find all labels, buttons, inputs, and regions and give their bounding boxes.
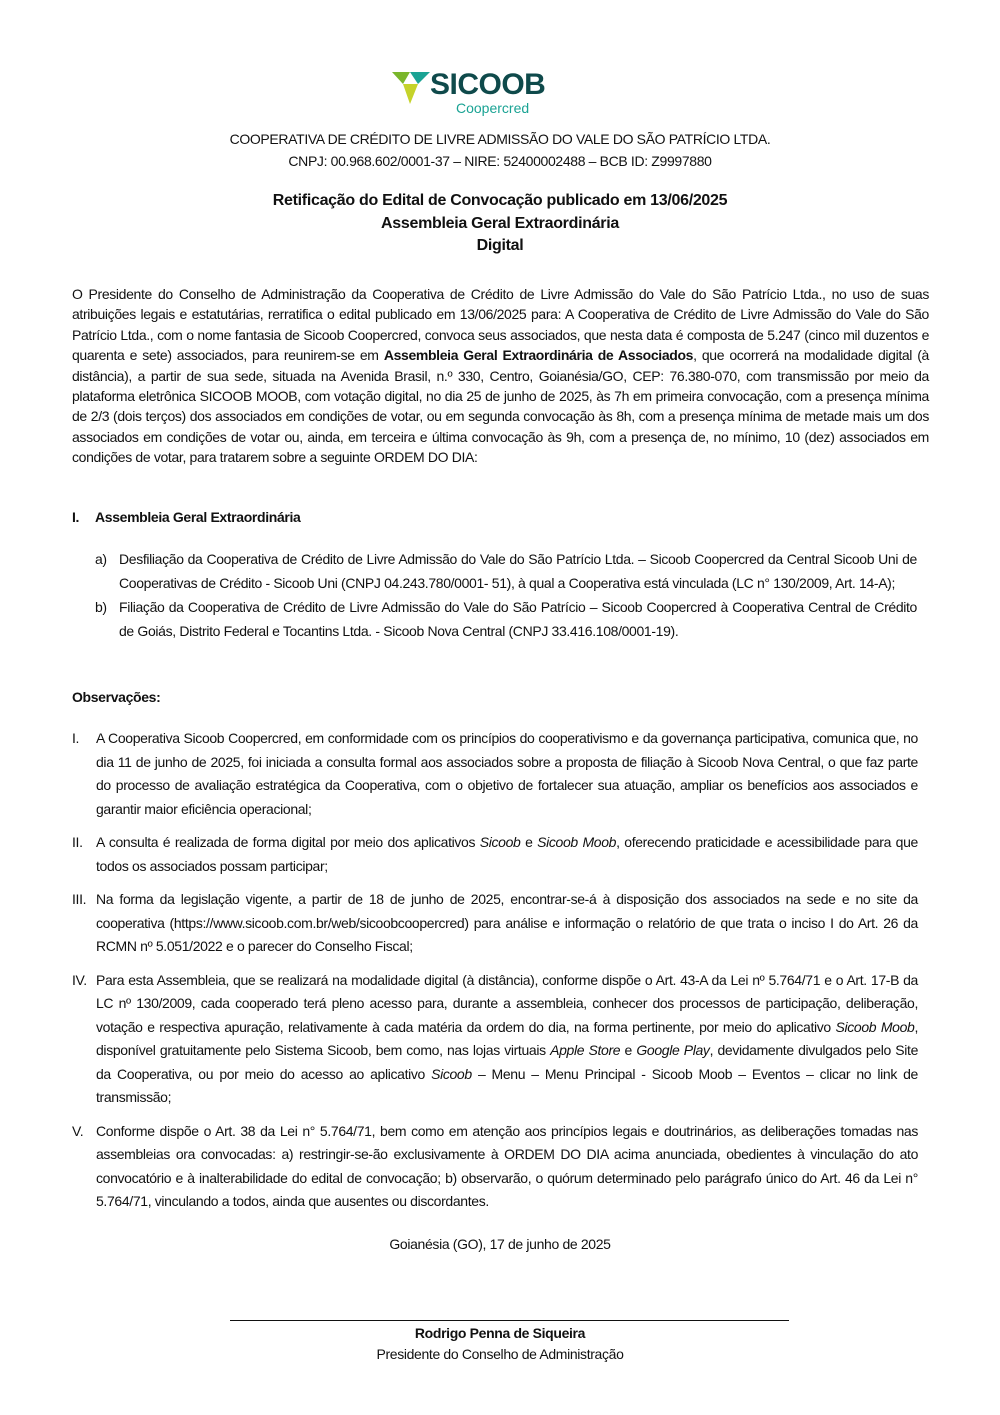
agenda-list xyxy=(95,548,917,644)
store-name: Apple Store xyxy=(550,1042,621,1058)
title-line-3: Digital xyxy=(476,237,524,254)
observation-text: A consulta é realizada de forma digital por meio dos aplicativos xyxy=(96,834,480,850)
observation-marker: III. xyxy=(72,891,87,907)
intro-text-2: , que ocorrerá na modalidade digital (à distância), a partir de sua sede, situada na Avenida Brasil, n.º 330, Centro, Goianésia/GO, CEP: 76.380-070, com transmissão por meio da plataforma eletrônica SICOOB MOOB, com votação digital, no dia 25 de junho de 2025, às 7h em primeira convocação, com a presença mínima de 2/3 (dois terços) dos associados em condições de votar, ou em segunda convocação às 8h, com a presença mínima de metade mais um dos associados em condições de votar ou, ainda, em terceira e última convocação às 9h, com a presença de, no mínimo, 10 (dez) associados em condições de votar, para tratarem sobre a seguinte ORDEM DO DIA: xyxy=(72,347,929,466)
observation-text: A Cooperativa Sicoob Coopercred, em conformidade com os princípios do cooperativismo e da governança participativa, comunica que, no dia 11 de junho de 2025, foi iniciada a consulta formal aos associados sobre a proposta de filiação à Sicoob Nova Central, o que faz parte do processo de avaliação estratégica da Cooperativa, com o objetivo de fortalecer sua atuação, ampliar os benefícios aos associados e garantir maior eficiência operacional; xyxy=(96,730,918,817)
observation-text: , devidamente divulgados pelo Site da Cooperativa, ou por meio do acesso ao aplicativo xyxy=(96,1042,919,1082)
cooperative-ids: CNPJ: 00.968.602/0001-37 – NIRE: 52400002488 – BCB ID: Z9997880 xyxy=(288,153,712,169)
signature-block xyxy=(0,1323,1000,1365)
observation-text: , oferecendo praticidade e acessibilidade para que todos os associados possam participar; xyxy=(96,834,918,874)
observation-text: , disponível gratuitamente pelo Sistema Sicoob, bem como, nas lojas virtuais xyxy=(96,1018,918,1058)
cooperative-name: COOPERATIVA DE CRÉDITO DE LIVRE ADMISSÃO DO VALE DO SÃO PATRÍCIO LTDA. xyxy=(229,131,771,147)
agenda-marker: b) xyxy=(95,599,107,615)
sicoob-logo-mark-icon xyxy=(392,70,432,106)
observation-text: e xyxy=(520,834,538,850)
observation-item xyxy=(72,888,918,959)
observation-item xyxy=(72,727,918,821)
document-title xyxy=(0,190,1000,258)
observation-text: Para esta Assembleia, que se realizará na modalidade digital (à distância), conforme dispõe o Art. 43-A da Lei nº 5.764/71 e o Art. 17-B da LC nº 130/2009, cada cooperado terá pleno acesso para, durante a assembleia, conhecer dos processos de participação, deliberação, votação e respectiva apuração, relativamente à cada matéria da ordem do dia, na forma pertinente, por meio do aplicativo xyxy=(96,971,918,1035)
title-line-1: Retificação do Edital de Convocação publicado em 13/06/2025 xyxy=(272,192,728,209)
observation-item xyxy=(72,1120,918,1214)
section-title: Assembleia Geral Extraordinária xyxy=(95,509,301,525)
observations-list xyxy=(72,727,918,1224)
app-name: Sicoob xyxy=(431,1065,472,1082)
sicoob-logo xyxy=(392,68,546,120)
signature-line xyxy=(230,1320,789,1321)
app-name: Sicoob xyxy=(479,834,521,850)
observation-text: Na forma da legislação vigente, a partir de 18 de junho de 2025, encontrar-se-á à disposição dos associados na sede e no site da cooperativa (https://www.sicoob.com.br/web/sicoobcoopercred) para análise e informação o relatório de que trata o inciso I do Art. 26 da RCMN nº 5.051/2022 e o parecer do Conselho Fiscal; xyxy=(96,891,918,954)
agenda-item xyxy=(95,548,917,595)
observation-marker: IV. xyxy=(72,971,87,988)
agenda-marker: a) xyxy=(95,551,107,567)
agenda-text: Desfiliação da Cooperativa de Crédito de Livre Admissão do Vale do São Patrício Ltda. – Sicoob Coopercred da Central Sicoob Uni de Cooperativas de Crédito - Sicoob Uni (CNPJ 04.243.780/0001- 51), à qual a Cooperativa está vinculada (LC n° 130/2009, Art. 14-A); xyxy=(119,551,917,591)
observation-marker: V. xyxy=(72,1122,84,1139)
observations-heading: Observações: xyxy=(72,689,161,705)
observation-marker: I. xyxy=(72,730,80,746)
observation-text: Conforme dispõe o Art. 38 da Lei n° 5.764/71, bem como em atenção aos princípios legais e doutrinários, as deliberações tomadas nas assembleias ora convocadas: a) restringir-se-ão exclusivamente à ORDEM DO DIA acima anunciada, obedientes à vinculação do ato convocatório e à inalterabilidade do edital de convocação; b) observarão, o quórum determinado pelo parágrafo único do Art. 46 da Lei n° 5.764/71, vinculando a todos, ainda que ausentes ou discordantes. xyxy=(96,1122,918,1209)
observation-item xyxy=(72,831,918,878)
intro-text: O Presidente do Conselho de Administração da Cooperativa de Crédito de Livre Admissão do Vale do São Patrício Ltda., no uso de suas atribuições legais e estatutárias, rerratifica o edital publicado em 13/06/2025 para: A Cooperativa de Crédito de Livre Admissão do Vale do São Patrício Ltda., com o nome fantasia de Sicoob Coopercred, convoca seus associados, que nesta data é composta de 5.247 (cinco mil duzentos e quarenta e sete) associados, para reunirem-se em xyxy=(72,286,929,364)
cooperative-header xyxy=(0,128,1000,172)
observation-text: e xyxy=(620,1042,637,1058)
logo-subbrand: Coopercred xyxy=(456,100,530,116)
agenda-text: Filiação da Cooperativa de Crédito de Livre Admissão do Vale do São Patrício – Sicoob Coopercred à Cooperativa Central de Crédito de Goiás, Distrito Federal e Tocantins Ltda. - Sicoob Nova Central (CNPJ 33.416.108/0001-19). xyxy=(119,599,917,639)
app-name: Sicoob Moob xyxy=(835,1018,915,1035)
observation-text: – Menu – Menu Principal - Sicoob Moob – Eventos – clicar no link de transmissão; xyxy=(96,1065,918,1105)
section-heading xyxy=(72,509,300,525)
title-line-2: Assembleia Geral Extraordinária xyxy=(381,214,619,232)
place-and-date: Goianésia (GO), 17 de junho de 2025 xyxy=(389,1236,611,1252)
agenda-item xyxy=(95,596,917,643)
store-name: Google Play xyxy=(636,1042,710,1058)
signer-role: Presidente do Conselho de Administração xyxy=(376,1346,624,1362)
intro-paragraph xyxy=(72,284,929,468)
logo-brand: SICOOB xyxy=(430,68,546,101)
signer-name: Rodrigo Penna de Siqueira xyxy=(414,1325,586,1341)
intro-bold: Assembleia Geral Extraordinária de Associados xyxy=(383,347,694,364)
app-name: Sicoob Moob xyxy=(537,834,617,850)
observation-item xyxy=(72,969,918,1110)
section-number: I. xyxy=(72,509,80,525)
observation-marker: II. xyxy=(72,834,83,850)
